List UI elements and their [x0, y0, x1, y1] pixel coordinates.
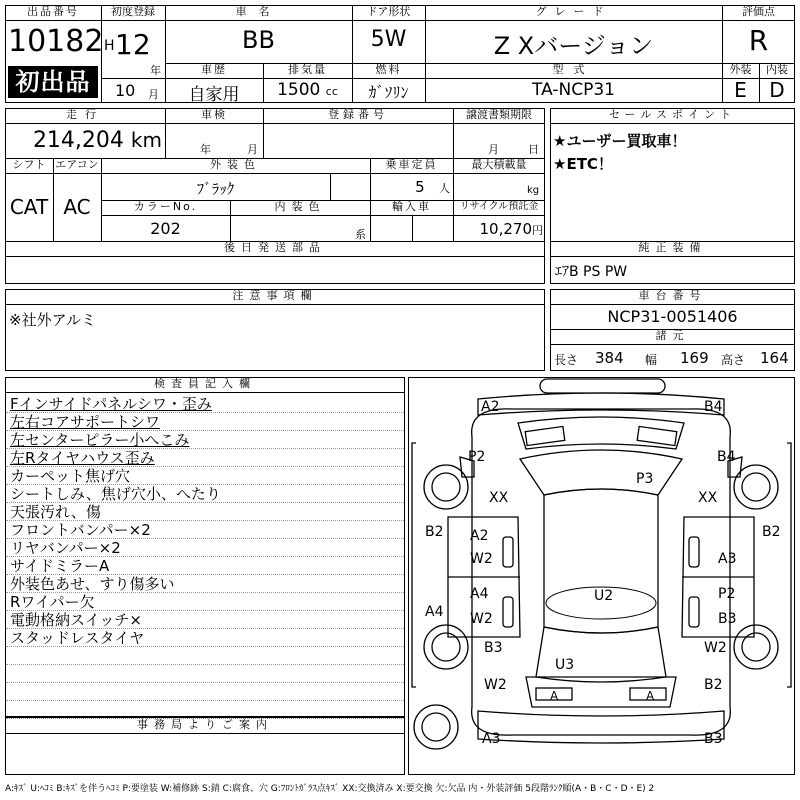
damage-code: A2: [470, 528, 489, 544]
caution-value: ※社外アルミ: [9, 311, 96, 329]
int-color-suffix: 系: [355, 228, 366, 241]
inspector-note: カーペット焦げ穴: [10, 467, 131, 485]
damage-code: A4: [470, 586, 489, 602]
inspector-note: スタッドレスタイヤ: [10, 629, 145, 647]
year-unit: 年: [150, 64, 161, 77]
width: 169: [680, 349, 709, 367]
reg-no-label: 登録番号: [328, 108, 388, 121]
damage-code: P2: [468, 449, 486, 465]
inspector-note: フロントバンパー×2: [10, 521, 151, 539]
inspector-note: 電動格納スイッチ×: [10, 611, 142, 629]
insp-month-unit: 月: [247, 143, 258, 156]
note-rule-line: [6, 700, 404, 701]
history: 自家用: [188, 85, 240, 105]
equipment-value: ｴｱB PS PW: [555, 264, 628, 280]
displacement-label: 排気量: [288, 63, 327, 76]
chassis-label: 車台番号: [638, 289, 707, 302]
note-rule-line: [6, 664, 404, 665]
inspector-note: Fインサイドパネルシワ・歪み: [10, 395, 212, 413]
ext-color-label: 外装色: [210, 158, 261, 171]
damage-code: U2: [594, 588, 614, 604]
interior-grade: D: [769, 78, 785, 102]
damage-code: P2: [718, 586, 736, 602]
damage-code: P3: [636, 471, 654, 487]
transfer-month: 月: [488, 143, 499, 156]
lot-no-label: 出品番号: [27, 5, 79, 18]
first-reg-month: 10: [115, 81, 136, 100]
damage-code: W2: [704, 640, 727, 656]
shift: CAT: [9, 195, 49, 219]
transfer-day: 日: [528, 143, 539, 156]
inspector-note: Rワイパー欠: [10, 593, 95, 611]
import-label: 輸入車: [392, 200, 431, 213]
inspector-note: 左右コアサポートシワ: [10, 413, 161, 431]
door-label: ドア形状: [366, 5, 411, 18]
lot-no: 10182: [8, 24, 104, 59]
damage-code: XX: [698, 490, 718, 506]
era: H: [104, 38, 115, 54]
fuel-label: 燃料: [375, 63, 402, 76]
damage-code: XX: [489, 490, 509, 506]
recycle-label: リサイクル預託金: [459, 201, 539, 212]
damage-code: A3: [718, 551, 737, 567]
color-no-label: カラーNo.: [133, 200, 198, 213]
damage-code: B3: [484, 640, 503, 656]
damage-code: B4: [704, 399, 723, 415]
car-diagram: [408, 377, 795, 775]
damage-code: A4: [425, 604, 444, 620]
sales-points-label: セールスポイント: [608, 108, 736, 121]
max-load-unit: kg: [527, 185, 540, 196]
grade: Z Xバージョン: [493, 32, 654, 60]
mileage-label: 走行: [66, 108, 104, 121]
damage-code: W2: [470, 611, 493, 627]
insp-year-unit: 年: [200, 143, 211, 156]
capacity: 5 人: [415, 178, 450, 196]
model-code-label: 型式: [552, 63, 595, 76]
first-reg-label: 初度登録: [111, 5, 155, 18]
door: 5W: [370, 27, 407, 52]
sales-point-2: ★ETC！: [553, 155, 613, 173]
max-load-label: 最大積載量: [471, 158, 527, 171]
score-label: 評価点: [742, 5, 775, 18]
capacity-unit: 人: [439, 182, 450, 195]
damage-code: U3: [555, 657, 575, 673]
grade-label: グレード: [535, 5, 612, 18]
inspector-label: 検査員記入欄: [154, 377, 256, 390]
inspector-note: 外装色あせ、すり傷多い: [10, 575, 175, 593]
first-reg-year: 12: [115, 28, 151, 61]
sales-point-1: ★ユーザー買取車！: [553, 132, 687, 150]
car-name: BB: [242, 26, 275, 54]
color-no: 202: [150, 219, 181, 238]
length-label: 長さ: [554, 353, 579, 367]
equipment-label: 純正装備: [638, 241, 707, 254]
inspector-note: 左Rタイヤハウス歪み: [10, 449, 155, 467]
int-color-label: 内装色: [274, 200, 326, 213]
inspector-note: シートしみ、焦げ穴小、へたり: [10, 485, 221, 503]
damage-code: W2: [484, 677, 507, 693]
displacement-unit: cc: [325, 85, 338, 98]
note-rule-line: [6, 682, 404, 683]
ac-label: エアコン: [55, 158, 99, 171]
recycle-unit: 円: [532, 224, 543, 237]
model-code: TA-NCP31: [532, 80, 615, 100]
damage-code: B3: [718, 611, 737, 627]
mileage: 214,204 km: [32, 128, 162, 153]
length: 384: [595, 349, 624, 367]
transfer-label: 譲渡書類期限: [466, 108, 532, 121]
damage-code: A: [646, 689, 655, 703]
height-label: 高さ: [721, 353, 746, 367]
damage-code: B2: [704, 677, 723, 693]
damage-code: W2: [470, 551, 493, 567]
exterior-label: 外装: [729, 63, 752, 76]
inspector-note: リヤバンパー×2: [10, 539, 121, 557]
chassis-number: NCP31-0051406: [607, 307, 738, 326]
capacity-label: 乗車定員: [385, 158, 438, 171]
damage-code: B4: [717, 449, 736, 465]
height: 164: [760, 349, 789, 367]
width-label: 幅: [645, 353, 658, 367]
fuel: ｶﾞｿﾘﾝ: [368, 83, 409, 102]
office-label: 事務局よりご案内: [137, 718, 273, 731]
ac: AC: [63, 195, 91, 219]
damage-code: A2: [481, 399, 500, 415]
displacement: 1500 cc: [277, 80, 338, 100]
specs-label: 諸元: [655, 329, 690, 342]
month-unit: 月: [148, 88, 159, 101]
history-label: 車歴: [201, 63, 227, 76]
damage-legend: A:ｷｽﾞ U:ﾍｺﾐ B:ｷｽﾞを伴うﾍｺﾐ P:要塗装 W:補修跡 S:錆 C:腐食、穴 G:ﾌﾛﾝﾄｶﾞﾗｽ点ｷｽﾞ XX:交換済み X:要交換 欠:欠品 内・外装評価 5段階ﾗﾝｸ順(A・B・C・D・E) 2: [5, 784, 655, 794]
score: R: [748, 24, 769, 57]
damage-code: A3: [482, 731, 501, 747]
first-listing-badge: 初出品: [8, 66, 98, 98]
mileage-unit: km: [130, 128, 162, 152]
interior-label: 内装: [766, 63, 788, 76]
damage-code: B2: [425, 524, 444, 540]
ext-color: ﾌﾞﾗｯｸ: [196, 180, 235, 198]
exterior-grade: E: [734, 78, 747, 102]
shift-label: シフト: [12, 158, 46, 171]
caution-label: 注意事項欄: [232, 289, 318, 302]
later-parts-label: 後日発送部品: [224, 241, 326, 254]
inspection-label: 車検: [201, 108, 227, 121]
recycle: 10,270円: [479, 220, 543, 238]
damage-code: A: [550, 689, 559, 703]
inspector-note: サイドミラーA: [10, 557, 110, 575]
damage-code: B3: [704, 731, 723, 747]
inspector-note: 左センターピラー小へこみ: [10, 431, 190, 449]
car-name-label: 車名: [235, 5, 282, 18]
damage-code: B2: [762, 524, 781, 540]
inspector-note: 天張汚れ、傷: [10, 503, 101, 521]
